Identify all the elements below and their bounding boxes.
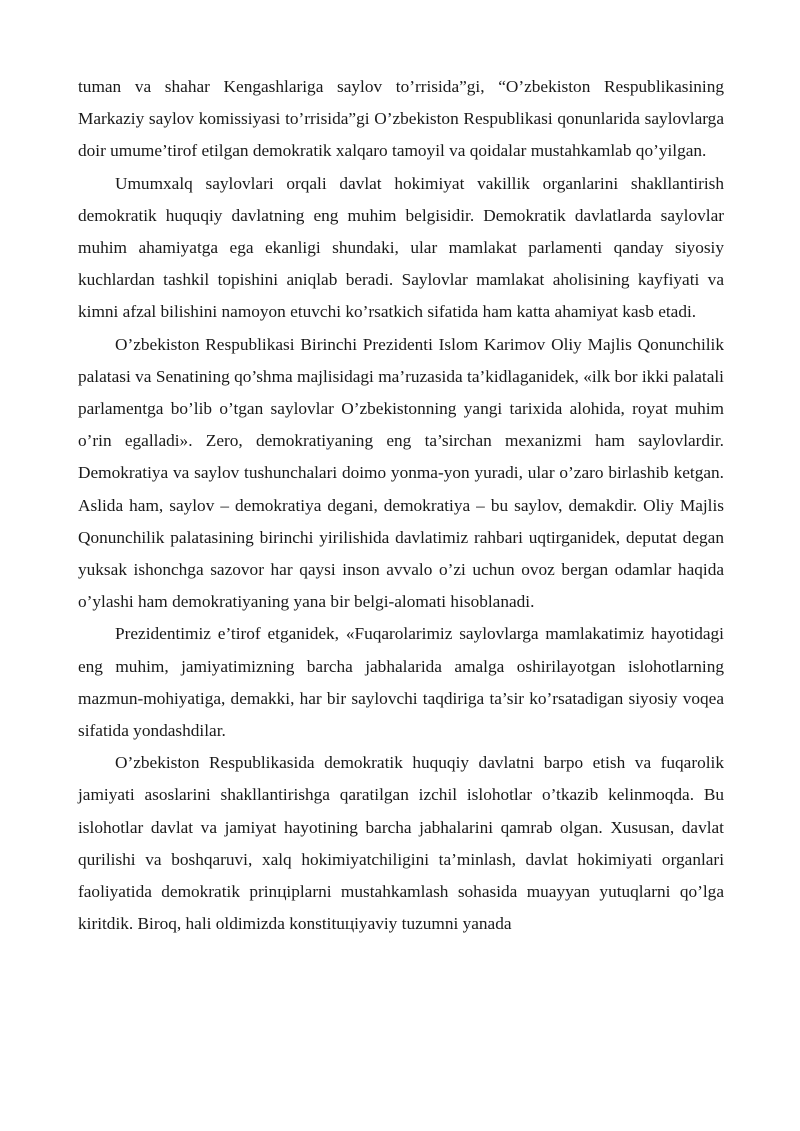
paragraph-3: O’zbekiston Respublikasi Birinchi Prezidenti Islom Karimov Oliy Majlis Qonunchilik palatasi va Senatining qo’shma majlisidagi ma’ruzasida ta’kidlaganidek, «ilk bor ikki palatali parlamentga bo’lib o’tgan saylovlar O’zbekistonning yangi tarixida alohida, rоyat muhim o’rin egalladi». Zero, demokratiyaning eng ta’sirchan mexanizmi ham saylovlardir. Demokratiya va saylov tushunchalari doimo yonma-yon yuradi, ular o’zaro birlashib ketgan. Aslida ham, saylov – demokratiya degani, demokratiya – bu saylov, demakdir. Oliy Majlis Qonunchilik palatasining birinchi yirilishida davlatimiz rahbari uqtirganidek, deputat degan yuksak ishonchga sazovor har qaysi inson avvalo o’zi uchun ovoz bergan odamlar haqida o’ylashi ham demokratiyaning yana bir belgi-alomati hisoblanadi. bbox=[78, 334, 724, 612]
paragraph-4: Prezidentimiz e’tirof etganidek, «Fuqarolarimiz saylovlarga mamlakatimiz hayotidagi eng muhim, jamiyatimizning barcha jabhalarida amalga oshirilayotgan islohotlarning mazmun-mohiyatiga, demakki, har bir saylovchi taqdiriga ta’sir ko’rsatadigan siyosiy voqea sifatida yondashdilar. bbox=[78, 624, 724, 741]
document-page bbox=[78, 71, 724, 940]
paragraph-2: Umumxalq saylovlari orqali davlat hokimiyat vakillik organlarini shakllantirish demokratik huquqiy davlatning eng muhim belgisidir. Demokratik davlatlarda saylovlar muhim ahamiyatga ega ekanligi shundaki, ular mamlakat parlamenti qanday siyosiy kuchlardan tashkil topishini aniqlab beradi. Saylovlar mamlakat aholisining kayfiyati va kimni afzal bilishini namoyon etuvchi ko’rsatkich sifatida ham katta ahamiyat kasb etadi. bbox=[78, 173, 724, 322]
paragraph-5: O’zbekiston Respublikasida demokratik huquqiy davlatni barpo etish va fuqarolik jamiyati asoslarini shakllantirishga qaratilgan izchil islohotlar o’tkazib kelinmoqda. Bu islohotlar davlat va jamiyat hayotining barcha jabhalarini qamrab olgan. Xususan, davlat qurilishi va boshqaruvi, xalq hokimiyatchiligini ta’minlash, davlat hokimiyati organlari faoliyatida demokratik prinцiplarni mustahkamlash sohasida muayyan yutuqlarni qo’lga kiritdik. Biroq, hali oldimizda konstituцiyaviy tuzumni yanada bbox=[78, 753, 724, 934]
paragraph-1: tuman va shahar Kengashlariga saylov to’rrisida”gi, “O’zbekiston Respublikasining Markaziy saylov komissiyasi to’rrisida”gi O’zbekiston Respublikasi qonunlarida saylovlarga doir umume’tirof etilgan demokratik xalqaro tamoyil va qoidalar mustahkamlab qo’yilgan. bbox=[78, 77, 724, 161]
